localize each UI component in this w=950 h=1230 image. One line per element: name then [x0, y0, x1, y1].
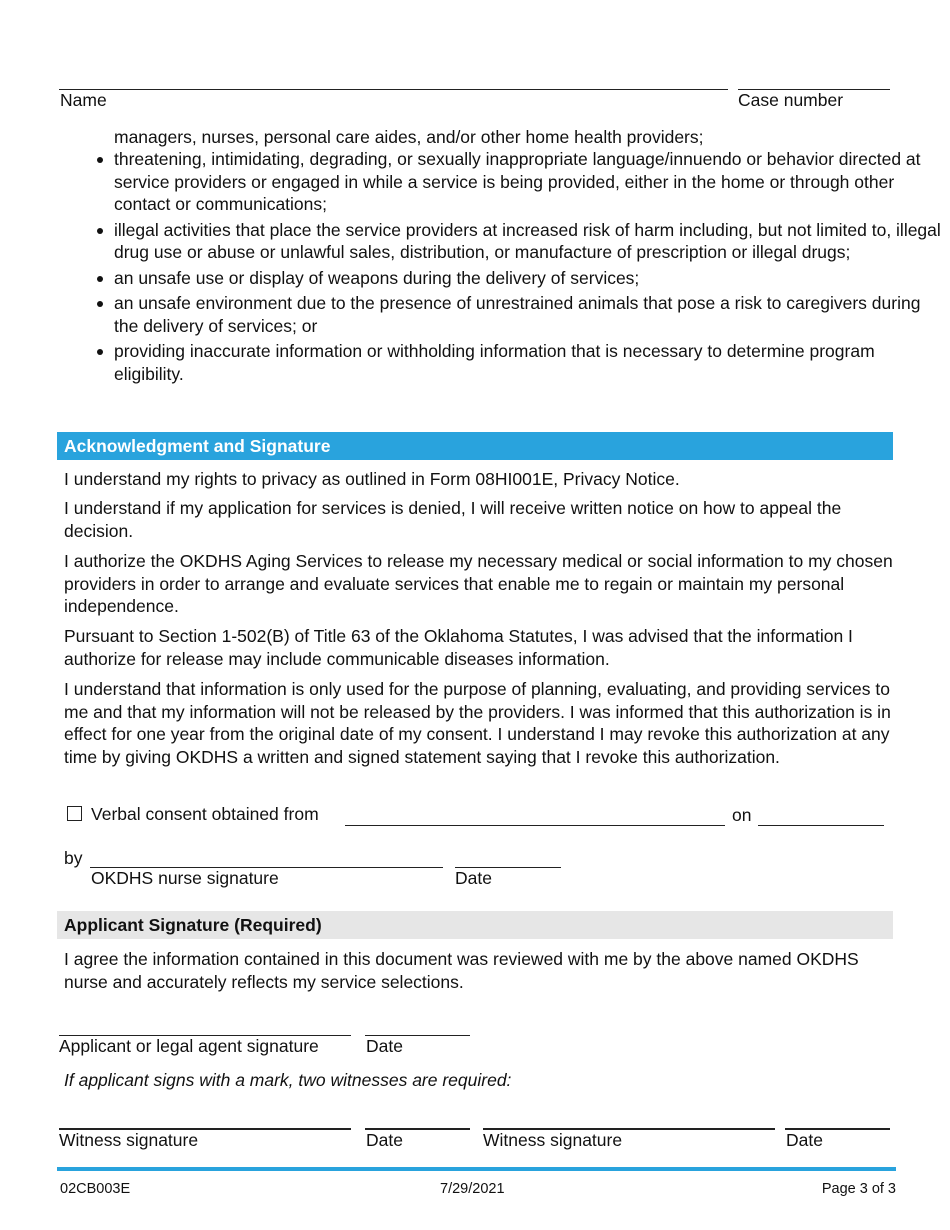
information-use-paragraph: I understand that information is only used for the purpose of planning, evaluating, and providing services to me and that my information will not be released by the providers. I was informed that this authorization is in effect for one year from the original date of my consent. I understand I may revoke this authorization at any time by giving OKDHS a written and signed statement saying that I revoke this authorization.: [64, 679, 891, 767]
form-number: 02CB003E: [60, 1181, 131, 1197]
statute-paragraph: Pursuant to Section 1-502(B) of Title 63 of the Oklahoma Statutes, I was advised that the information I authorize for release may include communicable diseases information.: [64, 626, 853, 669]
page-number: Page 3 of 3: [821, 1181, 896, 1197]
applicant-signature-label: Applicant or legal agent signature: [59, 1036, 319, 1056]
name-label: Name: [60, 90, 107, 110]
witness-note: If applicant signs with a mark, two witnesses are required:: [64, 1070, 512, 1090]
verbal-consent-checkbox[interactable]: [67, 806, 82, 821]
continuation-text: managers, nurses, personal care aides, and/or other home health providers;: [114, 127, 704, 147]
witness-date-label-1: Date: [366, 1130, 403, 1150]
by-label: by: [64, 848, 83, 868]
list-item: an unsafe use or display of weapons during the delivery of services;: [114, 267, 944, 290]
witness-date-label-2: Date: [786, 1130, 823, 1150]
nurse-date-label: Date: [455, 868, 492, 888]
on-label: on: [732, 805, 752, 825]
verbal-consent-date-input-line[interactable]: [758, 825, 884, 826]
witness-signature-label-1: Witness signature: [59, 1130, 199, 1150]
footer-divider: [57, 1167, 896, 1171]
release-authorization-paragraph: I authorize the OKDHS Aging Services to release my necessary medical or social information to my chosen providers in order to arrange and evaluate services that enable me to regain or maintain my personal independence.: [64, 551, 893, 616]
verbal-consent-from-input-line[interactable]: [345, 825, 725, 826]
applicant-agreement-paragraph: I agree the information contained in this document was reviewed with me by the above named OKDHS nurse and accurately reflects my service selections.: [64, 949, 859, 992]
list-item: providing inaccurate information or withholding information that is necessary to determine program eligibility.: [114, 340, 944, 385]
applicant-signature-section-heading: Applicant Signature (Required): [57, 911, 893, 939]
list-item: illegal activities that place the service providers at increased risk of harm including, but not limited to, illegal drug use or abuse or unlawful sales, distribution, or manufacture of prescription or illegal drugs;: [114, 219, 944, 264]
list-item: threatening, intimidating, degrading, or sexually inappropriate language/innuendo or behavior directed at service providers or engaged in while a service is being provided, either in the home or through other contact or communications;: [114, 148, 944, 216]
case-number-label: Case number: [738, 90, 844, 110]
name-input-line[interactable]: [59, 89, 728, 90]
nurse-signature-label: OKDHS nurse signature: [91, 868, 279, 888]
conduct-bullet-list: [64, 148, 944, 388]
verbal-consent-label: Verbal consent obtained from: [91, 804, 319, 824]
list-item: an unsafe environment due to the presence of unrestrained animals that pose a risk to caregivers during the delivery of services; or: [114, 292, 944, 337]
applicant-date-label: Date: [366, 1036, 403, 1056]
witness-signature-label-2: Witness signature: [483, 1130, 623, 1150]
acknowledgment-section-heading: Acknowledgment and Signature: [57, 432, 893, 460]
privacy-paragraph: I understand my rights to privacy as outlined in Form 08HI001E, Privacy Notice.: [64, 469, 680, 489]
revision-date: 7/29/2021: [440, 1181, 505, 1197]
appeal-paragraph: I understand if my application for services is denied, I will receive written notice on how to appeal the decision.: [64, 498, 842, 541]
